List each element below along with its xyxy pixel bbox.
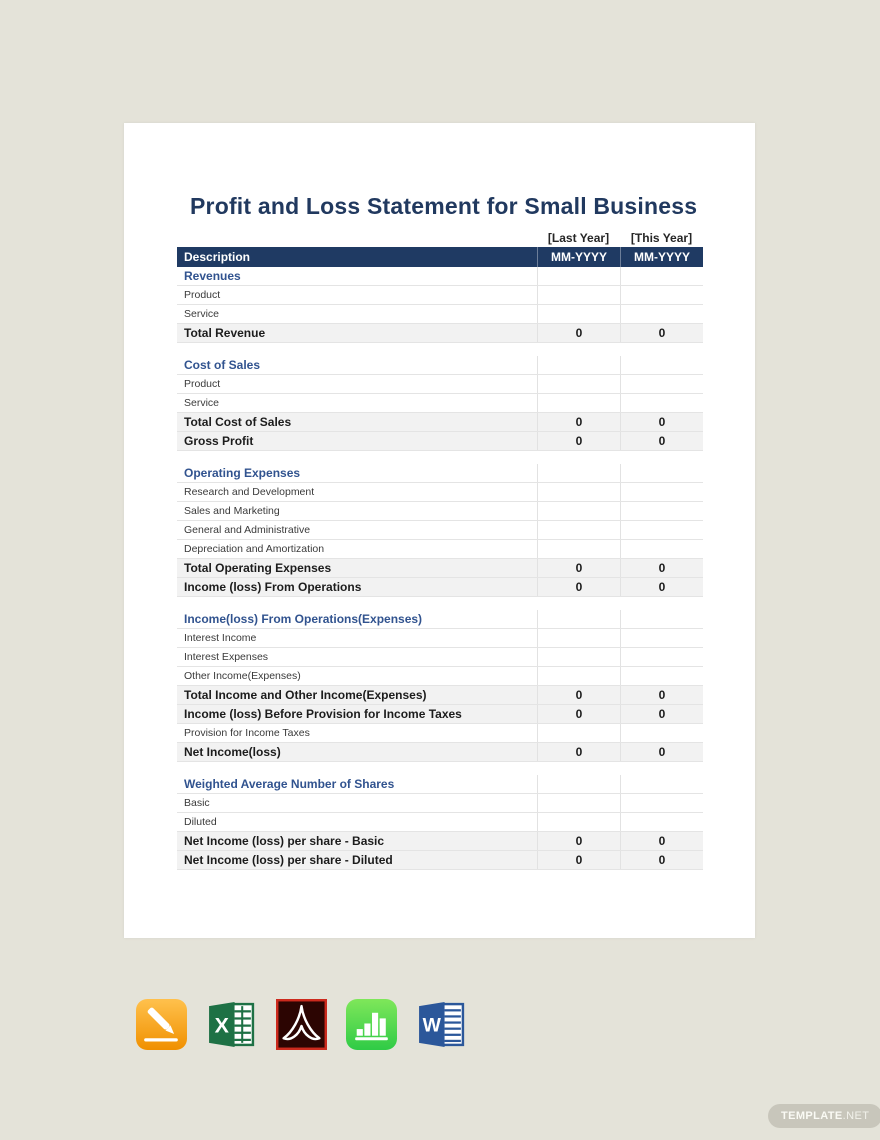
- row-label: Cost of Sales: [184, 357, 261, 372]
- document-page: [124, 123, 755, 938]
- row-value-last-year: [537, 502, 620, 520]
- row-value-this-year: 0: [620, 559, 703, 577]
- table-row: [177, 305, 703, 324]
- row-value-this-year: 0: [620, 832, 703, 850]
- template-net-badge: [768, 1104, 880, 1128]
- table-row: [177, 356, 703, 375]
- row-value-last-year: [537, 775, 620, 793]
- table-row: [177, 286, 703, 305]
- table-row: [177, 413, 703, 432]
- row-label: Total Income and Other Income(Expenses): [184, 687, 427, 702]
- table-row: [177, 794, 703, 813]
- watermark-tld: .NET: [842, 1110, 870, 1122]
- table-row: [177, 578, 703, 597]
- table-row: [177, 502, 703, 521]
- file-format-dock: [136, 999, 467, 1050]
- row-value-this-year: 0: [620, 413, 703, 431]
- row-value-this-year: 0: [620, 851, 703, 869]
- row-value-this-year: [620, 724, 703, 742]
- table-row: [177, 667, 703, 686]
- row-label: Product: [184, 288, 221, 301]
- table-row: [177, 267, 703, 286]
- row-label: Depreciation and Amortization: [184, 542, 325, 555]
- row-value-last-year: [537, 648, 620, 666]
- table-row: [177, 324, 703, 343]
- table-row: [177, 775, 703, 794]
- row-value-last-year: 0: [537, 413, 620, 431]
- year-labels-row: [177, 230, 703, 247]
- section-gap: [177, 451, 703, 464]
- adobe-pdf-icon[interactable]: [276, 999, 327, 1050]
- row-value-this-year: [620, 394, 703, 412]
- table-row: [177, 540, 703, 559]
- table-row: [177, 724, 703, 743]
- table-row: [177, 483, 703, 502]
- row-label: Provision for Income Taxes: [184, 726, 310, 739]
- row-value-last-year: [537, 286, 620, 304]
- table-row: [177, 521, 703, 540]
- profit-loss-table: [177, 230, 703, 870]
- row-value-last-year: 0: [537, 851, 620, 869]
- ms-word-icon[interactable]: [416, 999, 467, 1050]
- row-value-this-year: [620, 794, 703, 812]
- row-value-this-year: 0: [620, 578, 703, 596]
- row-value-this-year: [620, 648, 703, 666]
- row-label: Weighted Average Number of Shares: [184, 776, 395, 791]
- row-value-this-year: [620, 813, 703, 831]
- row-value-last-year: [537, 483, 620, 501]
- row-value-this-year: 0: [620, 432, 703, 450]
- apple-pages-icon[interactable]: [136, 999, 187, 1050]
- row-label: Revenues: [184, 268, 241, 283]
- table-row: [177, 705, 703, 724]
- row-label: Sales and Marketing: [184, 504, 280, 517]
- row-value-last-year: [537, 394, 620, 412]
- row-value-this-year: [620, 267, 703, 285]
- row-value-last-year: [537, 305, 620, 323]
- last-year-column-header: MM-YYYY: [537, 247, 620, 267]
- table-row: [177, 629, 703, 648]
- ms-excel-icon[interactable]: [206, 999, 257, 1050]
- table-row: [177, 394, 703, 413]
- last-year-label: [Last Year]: [547, 231, 610, 246]
- row-value-this-year: 0: [620, 324, 703, 342]
- table-row: [177, 686, 703, 705]
- page-title: Profit and Loss Statement for Small Business: [190, 193, 698, 219]
- table-row: [177, 813, 703, 832]
- this-year-label: [This Year]: [630, 231, 693, 246]
- table-row: [177, 432, 703, 451]
- row-label: Income (loss) From Operations: [184, 579, 362, 594]
- row-value-last-year: [537, 521, 620, 539]
- row-value-this-year: 0: [620, 705, 703, 723]
- row-value-last-year: [537, 794, 620, 812]
- svg-text:W: W: [422, 1014, 441, 1037]
- statement-table-body: [177, 267, 703, 870]
- row-label: Net Income (loss) per share - Diluted: [184, 852, 393, 867]
- row-value-this-year: [620, 502, 703, 520]
- table-header-row: [177, 247, 703, 267]
- row-label: Research and Development: [184, 485, 315, 498]
- section-gap: [177, 343, 703, 356]
- row-label: Service: [184, 307, 220, 320]
- row-value-last-year: [537, 375, 620, 393]
- table-row: [177, 464, 703, 483]
- row-value-last-year: [537, 267, 620, 285]
- row-value-this-year: [620, 610, 703, 628]
- apple-numbers-icon[interactable]: [346, 999, 397, 1050]
- row-value-this-year: [620, 540, 703, 558]
- row-value-last-year: 0: [537, 324, 620, 342]
- row-value-this-year: 0: [620, 686, 703, 704]
- row-value-this-year: [620, 483, 703, 501]
- row-value-last-year: [537, 464, 620, 482]
- row-value-last-year: 0: [537, 832, 620, 850]
- table-row: [177, 648, 703, 667]
- row-value-this-year: [620, 667, 703, 685]
- section-gap: [177, 597, 703, 610]
- row-value-this-year: [620, 629, 703, 647]
- row-label: Interest Income: [184, 631, 257, 644]
- row-label: Diluted: [184, 815, 217, 828]
- watermark-brand: TEMPLATE: [781, 1110, 843, 1122]
- row-label: Income (loss) Before Provision for Income Taxes: [184, 706, 462, 721]
- row-label: Interest Expenses: [184, 650, 269, 663]
- table-row: [177, 832, 703, 851]
- table-row: [177, 559, 703, 578]
- row-label: General and Administrative: [184, 523, 311, 536]
- this-year-column-header: MM-YYYY: [620, 247, 703, 267]
- row-value-this-year: [620, 464, 703, 482]
- table-row: [177, 851, 703, 870]
- row-value-last-year: [537, 629, 620, 647]
- row-value-this-year: [620, 286, 703, 304]
- row-value-last-year: [537, 610, 620, 628]
- row-value-this-year: [620, 305, 703, 323]
- row-value-this-year: [620, 775, 703, 793]
- row-value-last-year: 0: [537, 705, 620, 723]
- row-label: Total Cost of Sales: [184, 414, 292, 429]
- table-row: [177, 743, 703, 762]
- row-value-last-year: [537, 356, 620, 374]
- row-label: Total Operating Expenses: [184, 560, 332, 575]
- row-label: Net Income(loss): [184, 744, 281, 759]
- row-label: Operating Expenses: [184, 465, 301, 480]
- description-column-header: Description: [184, 249, 251, 264]
- row-value-last-year: 0: [537, 578, 620, 596]
- table-row: [177, 610, 703, 629]
- row-label: Service: [184, 396, 220, 409]
- row-value-last-year: [537, 724, 620, 742]
- row-value-this-year: [620, 375, 703, 393]
- row-value-last-year: 0: [537, 686, 620, 704]
- row-value-last-year: [537, 813, 620, 831]
- row-label: Other Income(Expenses): [184, 669, 301, 682]
- row-value-this-year: [620, 356, 703, 374]
- section-gap: [177, 762, 703, 775]
- row-value-last-year: [537, 540, 620, 558]
- table-row: [177, 375, 703, 394]
- row-value-last-year: 0: [537, 559, 620, 577]
- row-label: Net Income (loss) per share - Basic: [184, 833, 385, 848]
- svg-text:X: X: [214, 1013, 229, 1038]
- row-value-this-year: 0: [620, 743, 703, 761]
- row-label: Gross Profit: [184, 433, 254, 448]
- row-label: Basic: [184, 796, 210, 809]
- row-label: Income(loss) From Operations(Expenses): [184, 611, 423, 626]
- row-label: Product: [184, 377, 221, 390]
- row-label: Total Revenue: [184, 325, 266, 340]
- row-value-last-year: [537, 667, 620, 685]
- row-value-last-year: 0: [537, 743, 620, 761]
- row-value-this-year: [620, 521, 703, 539]
- row-value-last-year: 0: [537, 432, 620, 450]
